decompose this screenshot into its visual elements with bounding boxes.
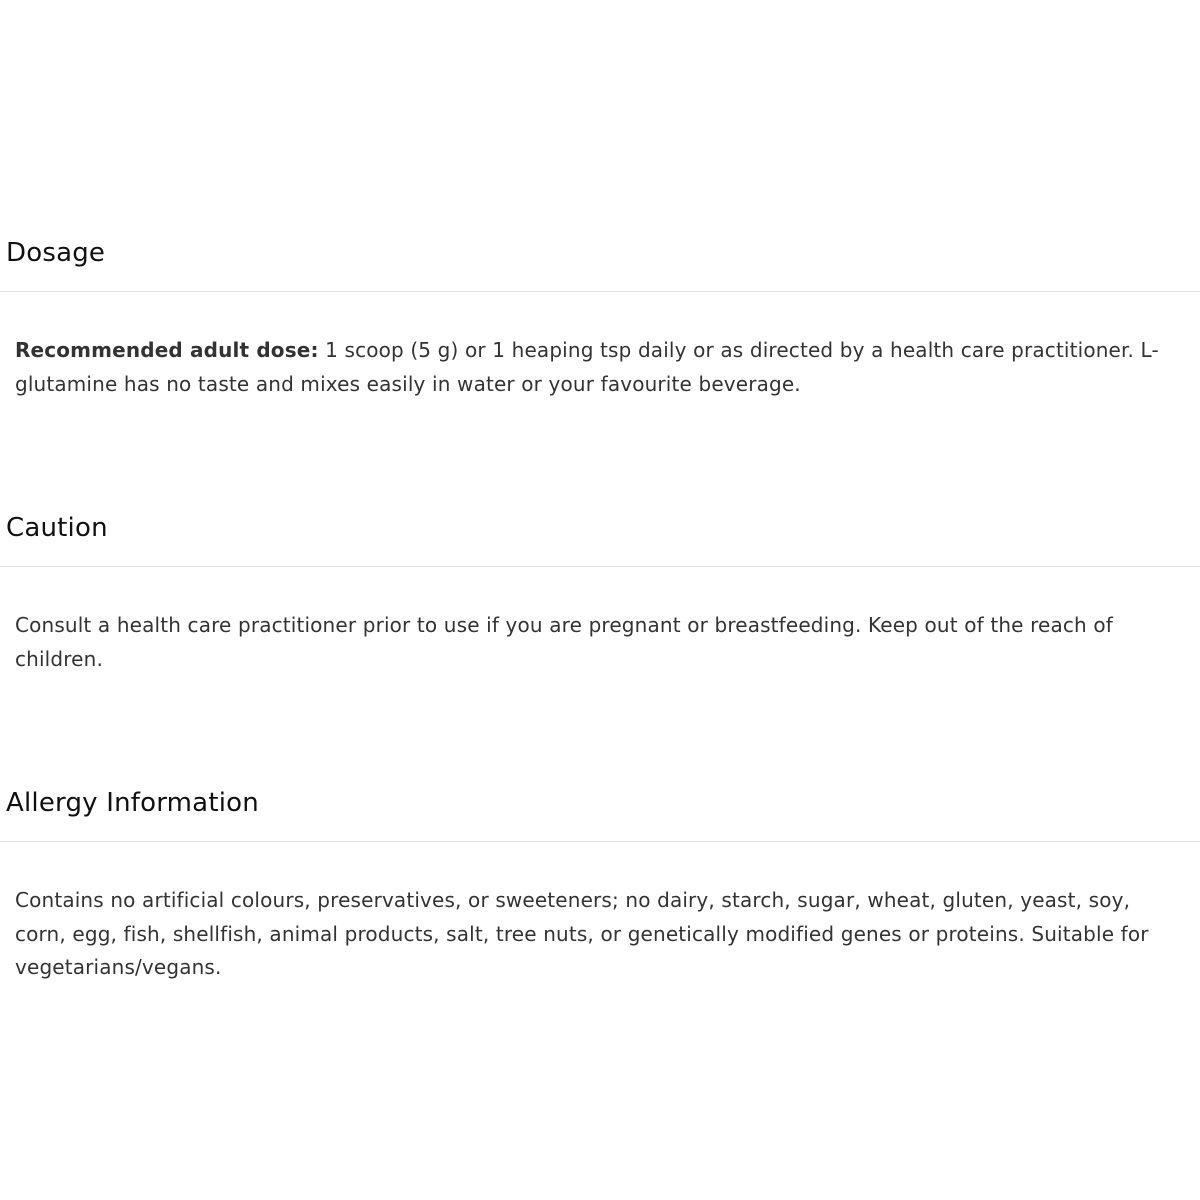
dosage-description: 1 scoop (5 g) or 1 heaping tsp daily or as directed by a health care practitioner. L-glutamine has no taste and mixes easily in water or your favourite beverage. bbox=[15, 338, 1159, 396]
dosage-label: Recommended adult dose: bbox=[15, 338, 319, 362]
caution-section bbox=[0, 495, 1200, 676]
allergy-body bbox=[0, 842, 1185, 985]
dosage-header[interactable] bbox=[0, 220, 1200, 292]
dosage-title: Dosage bbox=[6, 238, 106, 268]
caution-text: Consult a health care practitioner prior to use if you are pregnant or breastfeeding. Keep out of the reach of children. bbox=[15, 613, 1113, 671]
caution-title: Caution bbox=[6, 513, 108, 543]
caution-body bbox=[0, 567, 1185, 676]
allergy-text: Contains no artificial colours, preservatives, or sweeteners; no dairy, starch, sugar, wheat, gluten, yeast, soy, corn, egg, fish, shellfish, animal products, salt, tree nuts, or genetically modified genes or proteins. Suitable for vegetarians/vegans. bbox=[15, 888, 1149, 979]
allergy-title: Allergy Information bbox=[6, 788, 259, 818]
dosage-section bbox=[0, 220, 1200, 401]
dosage-text bbox=[15, 334, 1185, 401]
allergy-section bbox=[0, 770, 1200, 985]
dosage-body bbox=[0, 292, 1185, 401]
caution-header[interactable] bbox=[0, 495, 1200, 567]
allergy-header[interactable] bbox=[0, 770, 1200, 842]
